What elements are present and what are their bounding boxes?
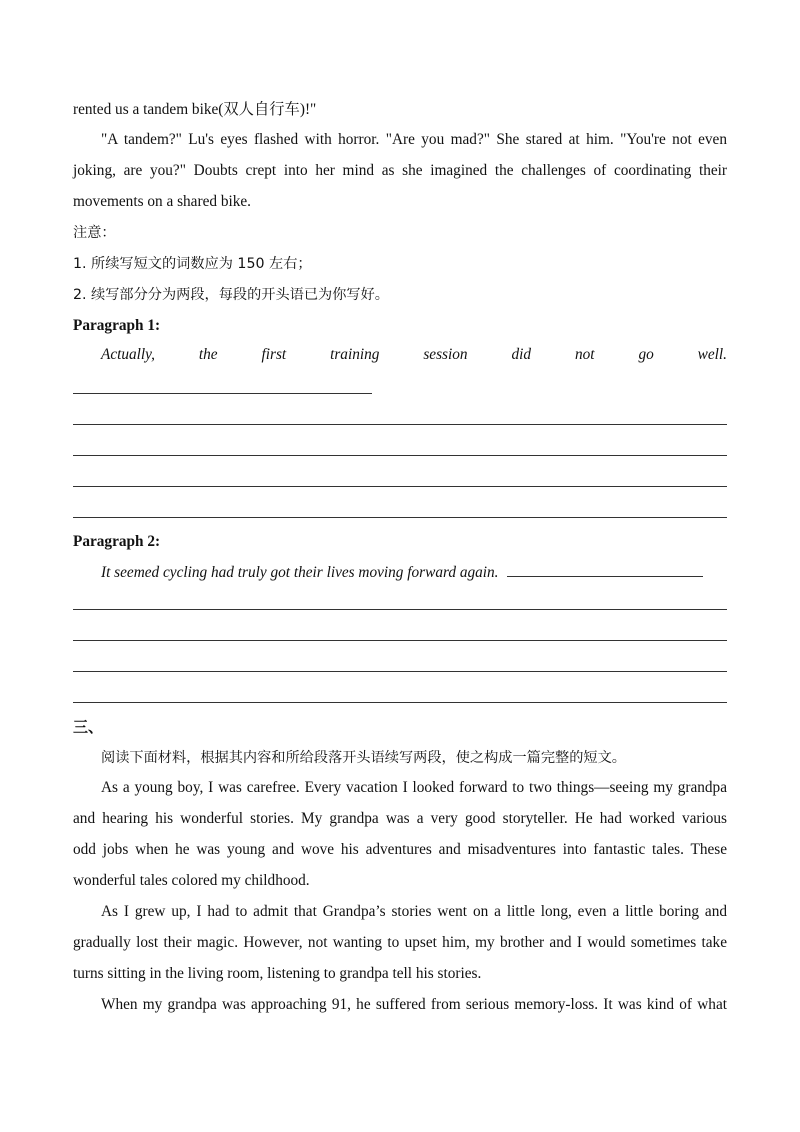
- notes-title: 注意：: [73, 225, 116, 241]
- notes-item-2: 2. 续写部分分为两段，每段的开头语已为你写好。: [73, 287, 389, 303]
- story-line: When my grandpa was approaching 91, he suffered from serious memory-loss. It was kind of what: [101, 996, 727, 1013]
- paragraph-2-label: Paragraph 2:: [73, 533, 161, 550]
- story-line: As I grew up, I had to admit that Grandpa’s stories went on a little long, even a little boring and: [101, 903, 727, 920]
- story-line: gradually lost their magic. However, not wanting to upset him, my brother and I would sometimes take: [73, 934, 727, 951]
- writing-line[interactable]: [73, 609, 727, 610]
- paragraph-1-label: Paragraph 1:: [73, 317, 161, 334]
- writing-line[interactable]: [73, 393, 372, 394]
- writing-line[interactable]: [73, 702, 727, 703]
- story-line: and hearing his wonderful stories. My grandpa was a very good storyteller. He had worked various: [73, 810, 727, 827]
- section-3-heading: 三、: [73, 718, 104, 736]
- section-3-instruction: 阅读下面材料，根据其内容和所给段落开头语续写两段，使之构成一篇完整的短文。: [101, 750, 626, 766]
- writing-line[interactable]: [73, 640, 727, 641]
- writing-line[interactable]: [73, 671, 727, 672]
- passage-line: movements on a shared bike.: [73, 193, 251, 210]
- story-line: As a young boy, I was carefree. Every vacation I looked forward to two things—seeing my grandpa: [101, 779, 727, 796]
- story-line: odd jobs when he was young and wove his adventures and misadventures into fantastic tales. These: [73, 841, 727, 858]
- passage-line: rented us a tandem bike(双人自行车)!": [73, 101, 317, 118]
- writing-line[interactable]: [73, 517, 727, 518]
- writing-line[interactable]: [73, 486, 727, 487]
- notes-item-1: 1. 所续写短文的词数应为 150 左右；: [73, 256, 312, 272]
- story-line: wonderful tales colored my childhood.: [73, 872, 310, 889]
- paragraph-1-opening: Actually, the first training session did not go well.: [101, 346, 727, 363]
- passage-line: joking, are you?" Doubts crept into her mind as she imagined the challenges of coordinating their: [73, 162, 727, 179]
- story-line: turns sitting in the living room, listening to grandpa tell his stories.: [73, 965, 482, 982]
- writing-line[interactable]: [507, 562, 703, 577]
- writing-line[interactable]: [73, 455, 727, 456]
- paragraph-2-opening: It seemed cycling had truly got their lives moving forward again.: [101, 564, 499, 581]
- paragraph-2-opening-row: [101, 562, 727, 583]
- passage-line: "A tandem?" Lu's eyes flashed with horror. "Are you mad?" She stared at him. "You're not even: [101, 131, 727, 148]
- writing-line[interactable]: [73, 424, 727, 425]
